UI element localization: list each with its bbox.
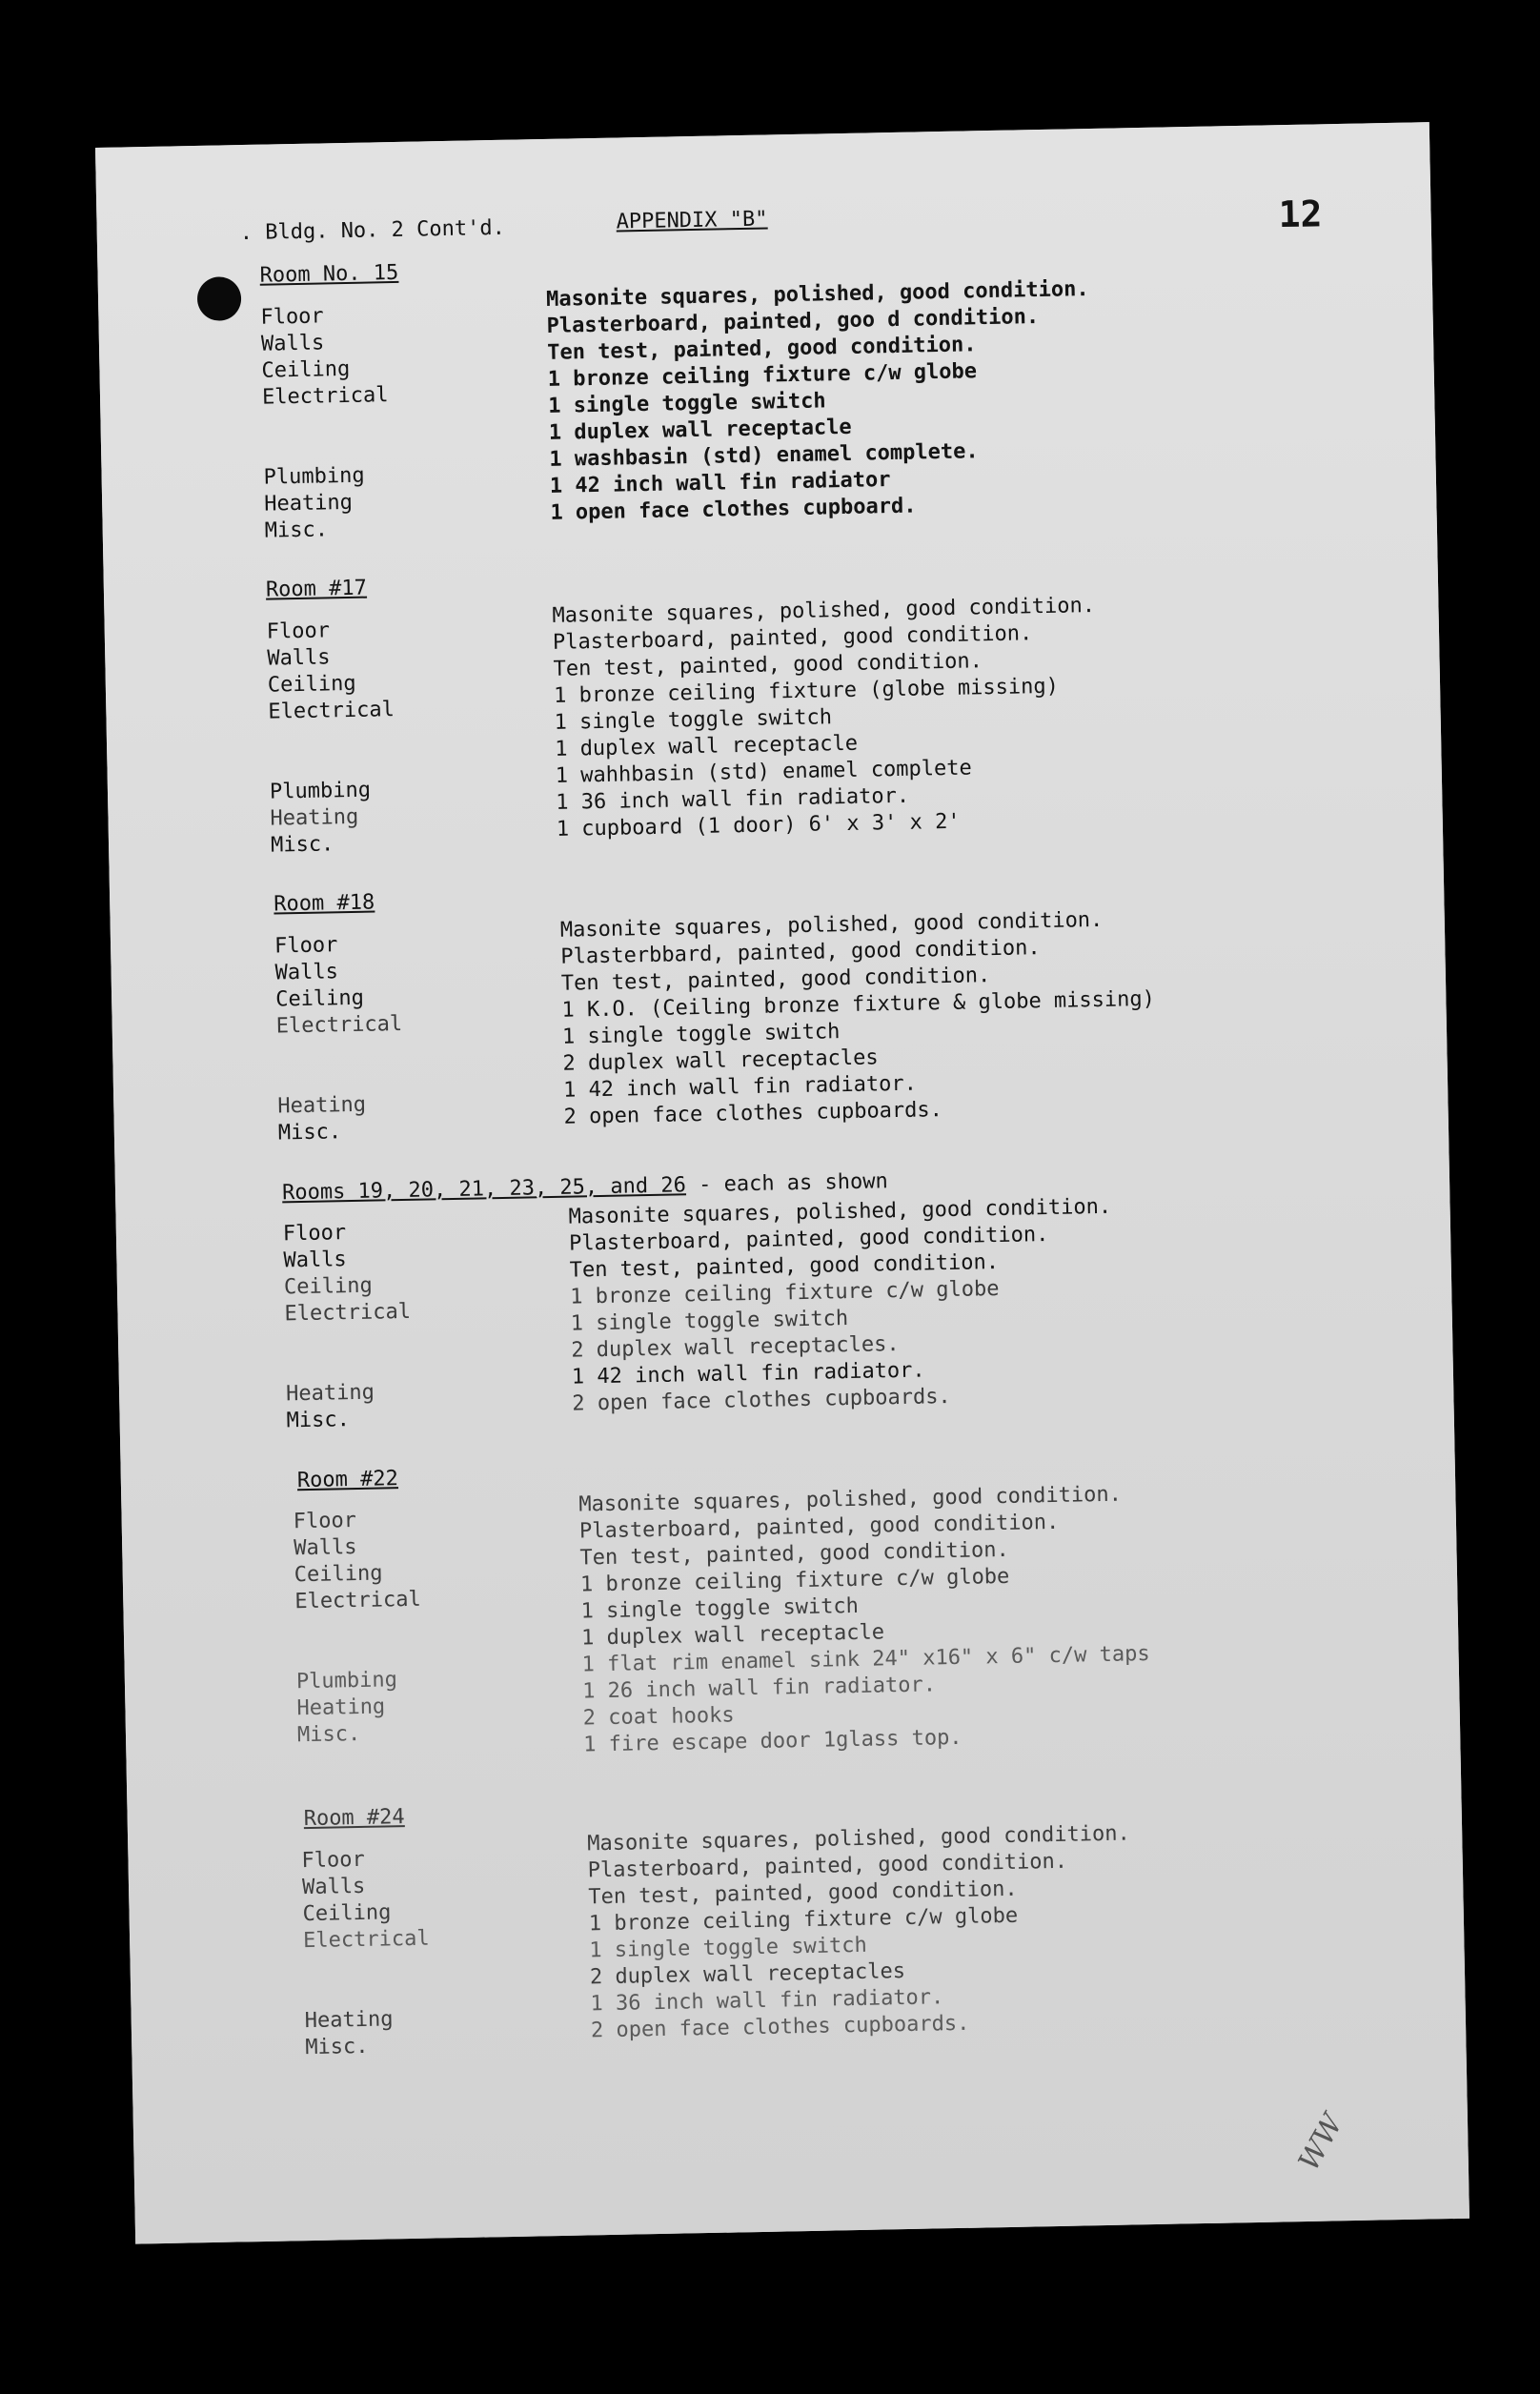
item: Plasterbbard, painted, good condition. — [560, 936, 1041, 969]
item: Ten test, painted, good condition. — [588, 1877, 1018, 1910]
item: 1 wahhbasin (std) enamel complete — [555, 756, 973, 788]
item: Plasterboard, painted, goo d condition. — [546, 305, 1040, 338]
label: Plumbing — [263, 463, 365, 490]
room-17-title: Room #17 — [265, 576, 368, 602]
label: Misc. — [270, 832, 334, 858]
label — [262, 409, 389, 438]
punch-hole — [197, 276, 242, 321]
item: 1 single toggle switch — [580, 1593, 860, 1624]
label: Heating — [304, 2007, 394, 2034]
label — [285, 1326, 412, 1355]
item: Masonite squares, polished, good condition. — [552, 593, 1096, 628]
room-18-items — [560, 906, 1158, 1131]
label: Electrical — [261, 383, 389, 410]
label — [277, 1065, 404, 1094]
room-22-items — [578, 1481, 1151, 1758]
label: Ceiling — [294, 1561, 383, 1588]
label — [276, 1038, 403, 1067]
item: Ten test, painted, good condition. — [569, 1250, 1000, 1283]
item: Ten test, painted, good condition. — [560, 964, 991, 996]
room-17-labels — [267, 617, 397, 859]
label: Heating — [277, 1092, 367, 1119]
item: 1 fire escape door 1glass top. — [583, 1725, 962, 1757]
label: Misc. — [305, 2034, 369, 2060]
item: 1 open face clothes cupboard. — [550, 494, 917, 525]
label: Heating — [263, 490, 354, 517]
rooms-19-26-items — [568, 1194, 1115, 1418]
label — [295, 1640, 422, 1670]
item: 1 single toggle switch — [554, 705, 833, 735]
label — [285, 1352, 412, 1382]
label: Ceiling — [302, 1900, 392, 1927]
label: Misc. — [286, 1408, 351, 1433]
label: Floor — [266, 619, 331, 644]
label: Misc. — [296, 1721, 361, 1748]
rooms-19-26-suffix: - each as shown — [685, 1169, 888, 1198]
label — [269, 750, 395, 780]
label: Misc. — [264, 517, 329, 543]
item: 2 open face clothes cupboards. — [590, 2011, 970, 2043]
item: Masonite squares, polished, good condition. — [578, 1482, 1123, 1517]
label: Ceiling — [261, 356, 351, 383]
document-page — [95, 122, 1469, 2243]
item: 1 duplex wall receptacle — [554, 731, 859, 761]
label — [304, 1979, 431, 2009]
label: Floor — [293, 1509, 357, 1534]
item: 1 duplex wall receptacle — [580, 1620, 885, 1651]
item: Plasterboard, painted, good condition. — [578, 1510, 1060, 1544]
item: Masonite squares, polished, good condition. — [587, 1821, 1130, 1856]
label: Misc. — [277, 1120, 342, 1146]
label: Electrical — [275, 1011, 403, 1039]
item: 2 duplex wall receptacles — [562, 1045, 879, 1076]
item: 1 cupboard (1 door) 6' x 3' x 2' — [556, 809, 961, 842]
item: Masonite squares, polished, good condition. — [545, 277, 1089, 312]
label: Floor — [274, 933, 338, 959]
label — [269, 723, 395, 753]
label: Walls — [283, 1248, 347, 1273]
label — [303, 1953, 430, 1982]
item: 2 open face clothes cupboards. — [572, 1385, 951, 1416]
item: 1 single toggle switch — [561, 1020, 841, 1049]
item: 1 bronze ceiling fixture c/w globe — [570, 1277, 1000, 1309]
label: Floor — [301, 1847, 366, 1874]
label: Ceiling — [274, 985, 365, 1012]
label: Ceiling — [267, 671, 356, 698]
room-15-items — [546, 276, 1093, 527]
label: Walls — [267, 645, 331, 671]
label: Plumbing — [269, 778, 372, 804]
room-24-items — [587, 1820, 1134, 2044]
item: 2 duplex wall receptacles. — [571, 1332, 900, 1363]
item: 1 42 inch wall fin radiator — [549, 468, 891, 498]
page-number: 12 — [1278, 193, 1323, 236]
item: 2 coat hooks — [582, 1703, 735, 1731]
item: Masonite squares, polished, good condition. — [568, 1194, 1112, 1229]
item: 1 bronze ceiling fixture c/w globe — [588, 1903, 1019, 1937]
item: Ten test, painted, good condition. — [546, 333, 977, 365]
item: 1 26 inch wall fin radiator. — [581, 1673, 937, 1704]
room-24-title: Room #24 — [303, 1805, 405, 1832]
label: Electrical — [294, 1587, 421, 1614]
rooms-19-26-title: Rooms 19, 20, 21, 23, 25, and 26 — [281, 1173, 687, 1206]
label: Walls — [274, 960, 339, 985]
label: Walls — [301, 1874, 366, 1900]
handwritten-initials: WW — [1292, 2108, 1350, 2177]
item: 1 36 inch wall fin radiator. — [590, 1985, 944, 2017]
item: Plasterboard, painted, good condition. — [568, 1223, 1049, 1256]
item: 1 42 inch wall fin radiator. — [562, 1071, 918, 1103]
item: 2 duplex wall receptacles — [589, 1959, 906, 1990]
label: Heating — [270, 804, 359, 831]
label: Heating — [296, 1694, 386, 1721]
room-17-items — [552, 593, 1099, 843]
appendix-title: APPENDIX "B" — [616, 207, 768, 234]
item: 1 K.O. (Ceiling bronze fixture & globe missing) — [561, 986, 1156, 1023]
item: 1 washbasin (std) enamel complete. — [549, 439, 979, 472]
label: Walls — [260, 331, 325, 356]
item: 1 single toggle switch — [589, 1933, 868, 1963]
item: 1 42 inch wall fin radiator. — [571, 1358, 925, 1390]
label: Heating — [285, 1380, 375, 1407]
item: 1 flat rim enamel sink 24" x16" x 6" c/w taps — [581, 1642, 1150, 1677]
label: Floor — [260, 304, 324, 330]
item: Ten test, painted, good condition. — [553, 649, 983, 681]
label: Walls — [294, 1535, 357, 1561]
item: 1 bronze ceiling fixture c/w globe — [547, 359, 978, 392]
room-22-labels — [293, 1507, 423, 1749]
label: Electrical — [302, 1926, 430, 1954]
label: Ceiling — [283, 1273, 373, 1300]
room-18-labels — [274, 931, 405, 1147]
label: Electrical — [268, 698, 395, 724]
label: Electrical — [284, 1299, 412, 1327]
item: 1 single toggle switch — [570, 1307, 849, 1336]
building-header: . Bldg. No. 2 Cont'd. — [239, 215, 506, 246]
item: Masonite squares, polished, good condition. — [559, 907, 1104, 943]
room-18-title: Room #18 — [274, 890, 375, 917]
item: Plasterboard, painted, good condition. — [587, 1849, 1068, 1883]
rooms-19-26-labels — [283, 1219, 414, 1435]
item: 1 single toggle switch — [548, 389, 826, 418]
item: 1 36 inch wall fin radiator. — [556, 783, 910, 815]
room-15-title: Room No. 15 — [259, 260, 399, 288]
item: Ten test, painted, good condition. — [579, 1537, 1010, 1571]
item: Plasterboard, painted, good condition. — [552, 621, 1033, 655]
room-15-labels — [260, 302, 391, 544]
item: 2 open face clothes cupboards. — [563, 1098, 943, 1129]
room-24-labels — [301, 1846, 432, 2062]
label: Floor — [282, 1221, 347, 1247]
item: 1 duplex wall receptacle — [548, 415, 852, 445]
room-22-title: Room #22 — [296, 1467, 399, 1493]
item: 1 bronze ceiling fixture (globe missing) — [553, 674, 1060, 708]
label: Plumbing — [295, 1668, 398, 1694]
item: 1 bronze ceiling fixture c/w globe — [579, 1564, 1010, 1597]
label — [263, 436, 390, 465]
label — [295, 1613, 422, 1643]
